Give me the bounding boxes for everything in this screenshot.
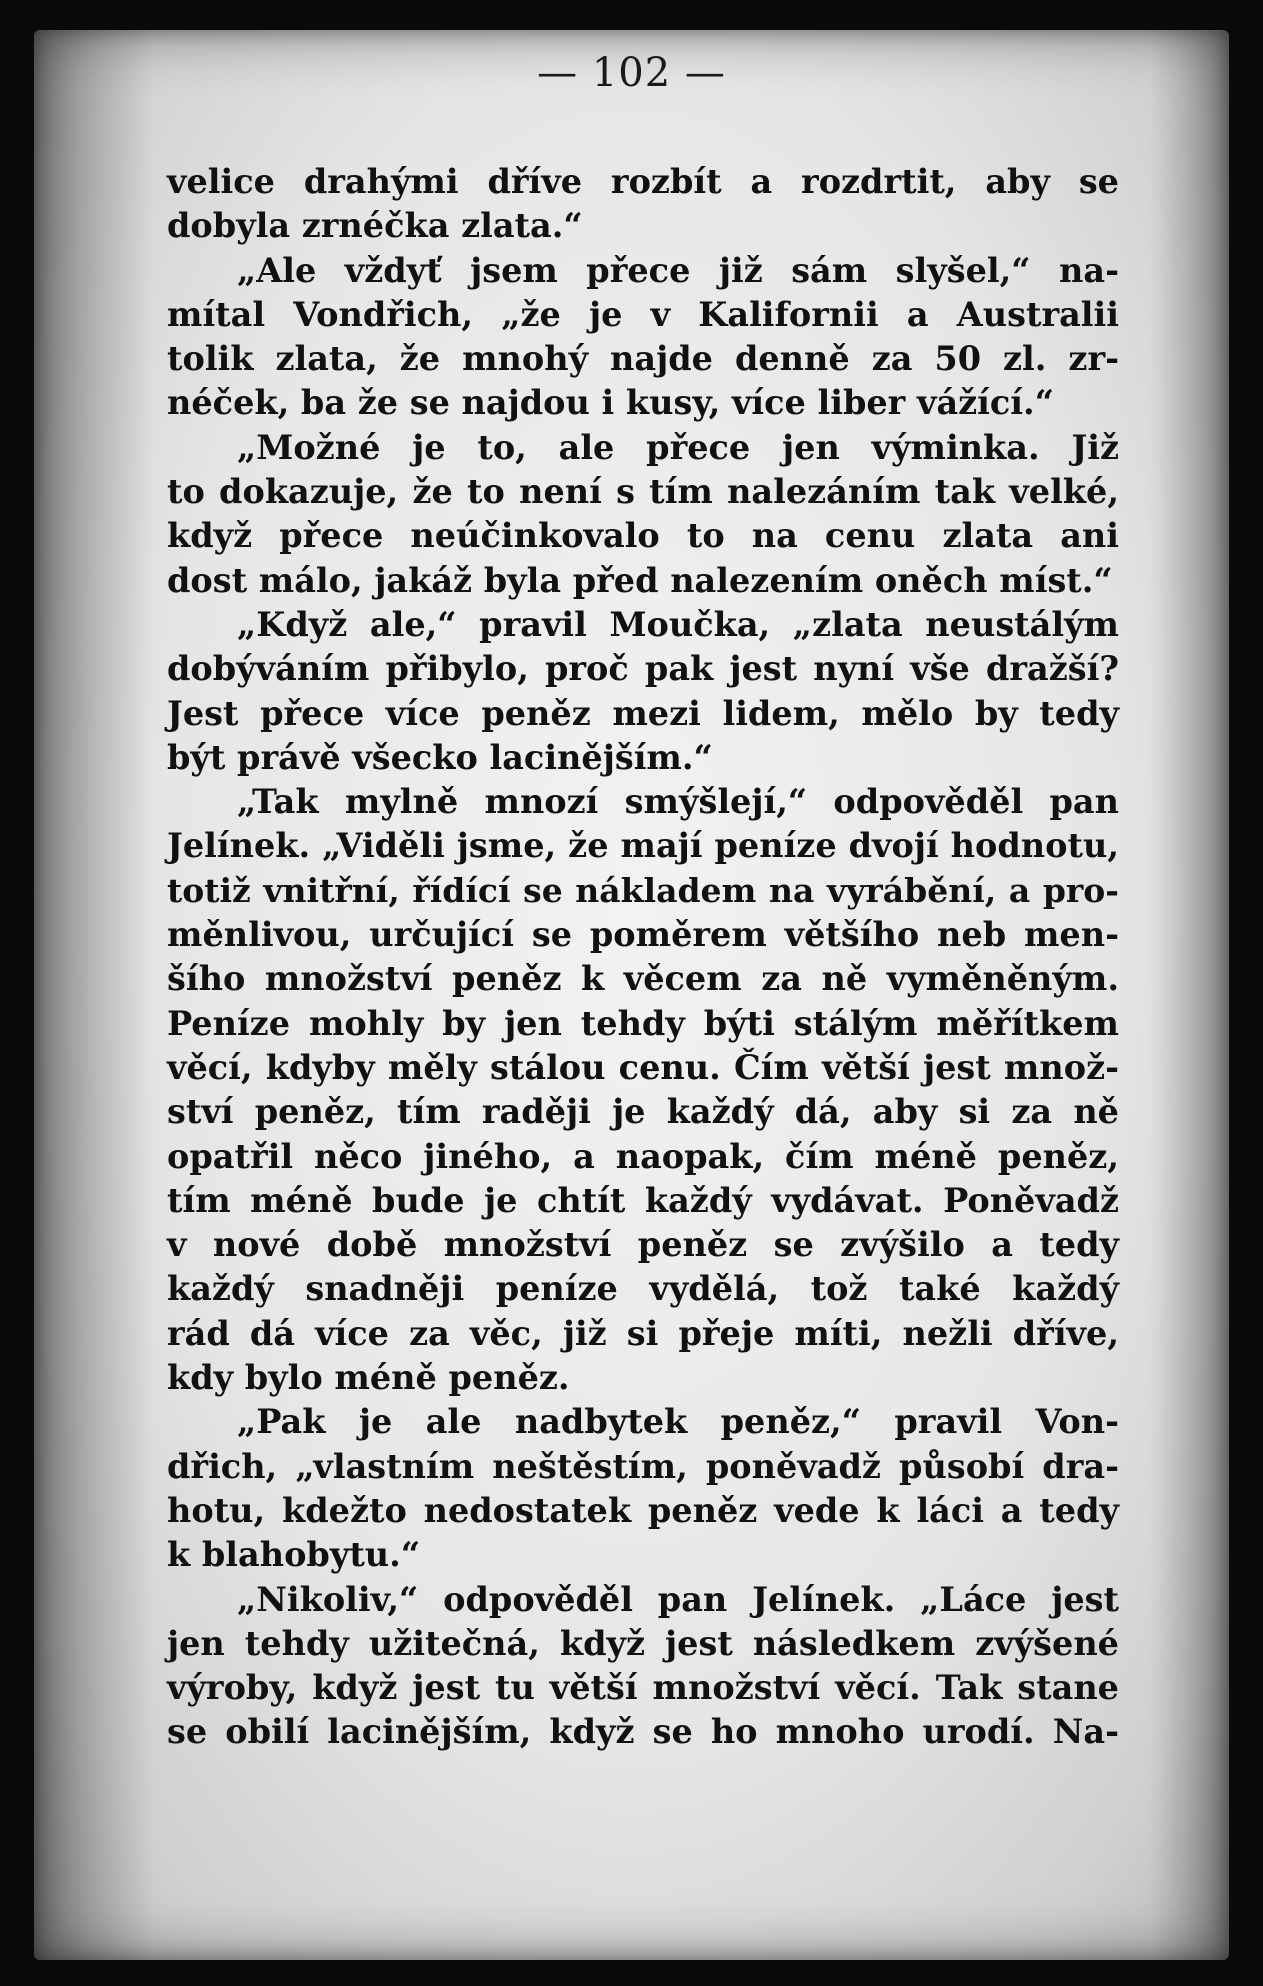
text-line: jen tehdy užitečná, když jest následkem zvýšené (167, 1623, 1119, 1663)
text-line: měnlivou, určující se poměrem většího neb men- (167, 915, 1119, 955)
text-line: velice drahými dříve rozbít a rozdrtit, aby se (167, 162, 1119, 201)
text-line: Peníze mohly by jen tehdy býti stálým měřítkem (167, 1003, 1119, 1043)
text-line: ství peněz, tím raději je každý dá, aby si za ně (167, 1092, 1119, 1132)
page-number: — 102 — (537, 50, 726, 96)
text-line: to dokazuje, že to není s tím nalezáním tak velké, (167, 472, 1119, 512)
text-line: Jelínek. „Viděli jsme, že mají peníze dvojí hodnotu, (167, 826, 1119, 866)
text-line: rád dá více za věc, již si přeje míti, nežli dříve, (167, 1313, 1119, 1353)
text-line: „Ale vždyť jsem přece již sám slyšel,“ na- (237, 250, 1119, 290)
text-line: opatřil něco jiného, a naopak, čím méně peněz, (167, 1136, 1119, 1176)
gutter-shadow (34, 30, 154, 1960)
text-line: dobýváním přibylo, proč pak jest nyní vše dražší? (167, 649, 1119, 689)
text-line: kdy bylo méně peněz. (167, 1358, 570, 1398)
text-line: „Možné je to, ale přece jen výminka. Již (237, 427, 1119, 467)
text-line: „Tak mylně mnozí smýšlejí,“ odpověděl pan (237, 782, 1119, 822)
edge-shadow (1149, 30, 1229, 1960)
body-text (167, 160, 1119, 1755)
text-line: v nové době množství peněz se zvýšilo a tedy (167, 1225, 1119, 1265)
text-line: když přece neúčinkovalo to na cenu zlata ani (167, 516, 1119, 556)
text-line: věcí, kdyby měly stálou cenu. Čím větší jest množ- (167, 1047, 1119, 1087)
text-line: Jest přece více peněz mezi lidem, mělo by tedy (167, 693, 1119, 733)
text-line: dost málo, jakáž byla před nalezením oněch míst.“ (167, 560, 1113, 600)
text-line: dřich, „vlastním neštěstím, poněvadž působí dra- (167, 1446, 1119, 1486)
text-line: néček, ba že se najdou i kusy, více liber vážící.“ (167, 383, 1054, 423)
text-line: „Pak je ale nadbytek peněz,“ pravil Von- (237, 1402, 1119, 1442)
text-line: se obilí lacinějším, když se ho mnoho urodí. Na- (167, 1712, 1119, 1752)
text-line: dobyla zrnéčka zlata.“ (167, 206, 583, 246)
text-line: mítal Vondřich, „že je v Kalifornii a Australii (167, 294, 1119, 334)
text-line: šího množství peněz k věcem za ně vyměněným. (167, 959, 1119, 999)
text-line: „Nikoliv,“ odpověděl pan Jelínek. „Láce jest (237, 1579, 1119, 1619)
text-line: totiž vnitřní, řídící se nákladem na vyrábění, a pro- (167, 870, 1119, 910)
text-line: k blahobytu.“ (167, 1535, 421, 1575)
text-line: tím méně bude je chtít každý vydávat. Poněvadž (167, 1180, 1119, 1220)
text-line: „Když ale,“ pravil Moučka, „zlata neustálým (237, 604, 1119, 644)
text-line: každý snadněji peníze vydělá, tož také každý (167, 1269, 1119, 1309)
text-line: být právě všecko lacinějším.“ (167, 737, 713, 777)
text-line: tolik zlata, že mnohý najde denně za 50 zl. zr- (167, 339, 1119, 379)
text-line: hotu, kdežto nedostatek peněz vede k láci a tedy (167, 1490, 1119, 1530)
text-line: výroby, když jest tu větší množství věcí. Tak stane (167, 1668, 1119, 1708)
